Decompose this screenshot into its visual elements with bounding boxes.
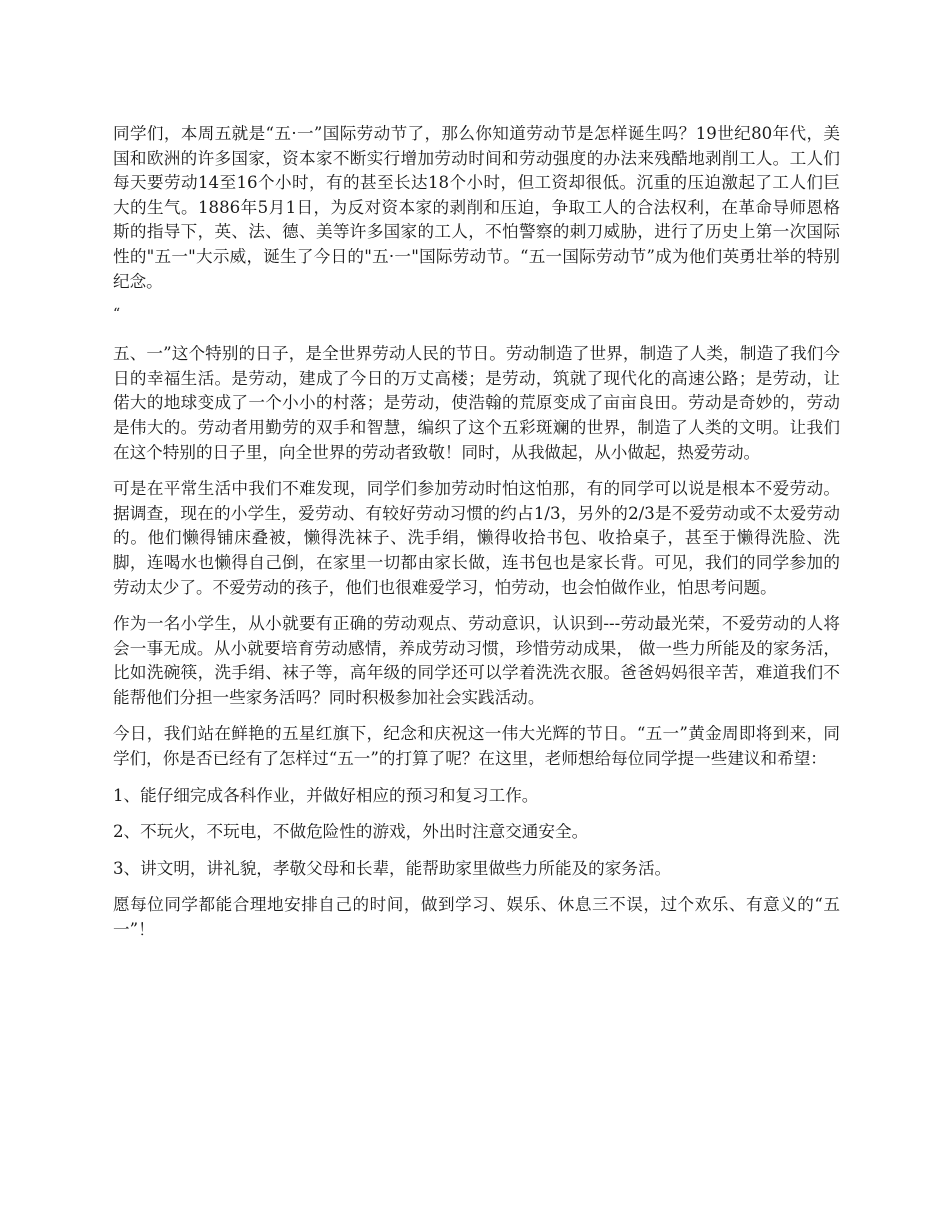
list-item-safety: 2、不玩火，不玩电，不做危险性的游戏，外出时注意交通安全。	[113, 822, 589, 842]
stray-quote-mark: “	[113, 306, 121, 323]
paragraph-responsibility: 作为一名小学生，从小就要有正确的劳动观点、劳动意识，认识到---劳动最光荣，不爱劳动的人将会一事无成。从小就要培育劳动感情，养成劳动习惯，珍惜劳动成果， 做一些力所能及的家务活，比如洗碗筷，洗手绢、袜子等，高年级的同学还可以学着洗洗衣服。爸爸妈妈很辛苦，难道我们不能帮他们分担一些家务活吗？同时积极参加社会实践活动。	[113, 614, 840, 707]
list-item-manners: 3、讲文明，讲礼貌，孝敬父母和长辈，能帮助家里做些力所能及的家务活。	[113, 858, 672, 878]
list-item-homework: 1、能仔细完成各科作业，并做好相应的预习和复习工作。	[113, 785, 539, 805]
paragraph-closing: 愿每位同学都能合理地安排自己的时间，做到学习、娱乐、休息三不误，过个欢乐、有意义的“五一”！	[113, 895, 840, 940]
document-body	[113, 122, 840, 955]
paragraph-meaning: 五、一”这个特别的日子，是全世界劳动人民的节日。劳动制造了世界，制造了人类，制造了我们今日的幸福生活。是劳动，建成了今日的万丈高楼；是劳动，筑就了现代化的高速公路；是劳动，让偌大的地球变成了一个小小的村落；是劳动，使浩翰的荒原变成了亩亩良田。劳动是奇妙的，劳动是伟大的。劳动者用勤劳的双手和智慧，编织了这个五彩斑斓的世界，制造了人类的文明。让我们在这个特别的日子里，向全世界的劳动者致敬！同时，从我做起，从小做起，热爱劳动。	[113, 344, 840, 462]
paragraph-history: 同学们，本周五就是“五·一”国际劳动节了，那么你知道劳动节是怎样诞生吗？19世纪80年代，美国和欧洲的许多国家，资本家不断实行增加劳动时间和劳动强度的办法来残酷地剥削工人。工人们每天要劳动14至16个小时，有的甚至长达18个小时，但工资却很低。沉重的压迫激起了工人们巨大的生气。1886年5月1日，为反对资本家的剥削和压迫，争取工人的合法权利，在革命导师恩格斯的指导下，英、法、德、美等许多国家的工人，不怕警察的刺刀威胁，进行了历史上第一次国际性的"五一"大示威，诞生了今日的"五·一"国际劳动节。“五一国际劳动节”成为他们英勇壮举的特别纪念。	[113, 124, 840, 291]
paragraph-observation: 可是在平常生活中我们不难发现，同学们参加劳动时怕这怕那，有的同学可以说是根本不爱劳动。据调查，现在的小学生，爱劳动、有较好劳动习惯的约占1/3，另外的2/3是不爱劳动或不太爱劳动的。他们懒得铺床叠被，懒得洗袜子、洗手绢，懒得收拾书包、收拾桌子，甚至于懒得洗脸、洗脚，连喝水也懒得自己倒，在家里一切都由家长做，连书包也是家长背。可见，我们的同学参加的劳动太少了。不爱劳动的孩子，他们也很难爱学习，怕劳动，也会怕做作业，怕思考问题。	[113, 479, 840, 597]
paragraph-suggestions-intro: 今日，我们站在鲜艳的五星红旗下，纪念和庆祝这一伟大光辉的节日。“五一”黄金周即将到来，同学们，你是否已经有了怎样过“五一”的打算了呢？在这里，老师想给每位同学提一些建议和希望：	[113, 724, 840, 769]
